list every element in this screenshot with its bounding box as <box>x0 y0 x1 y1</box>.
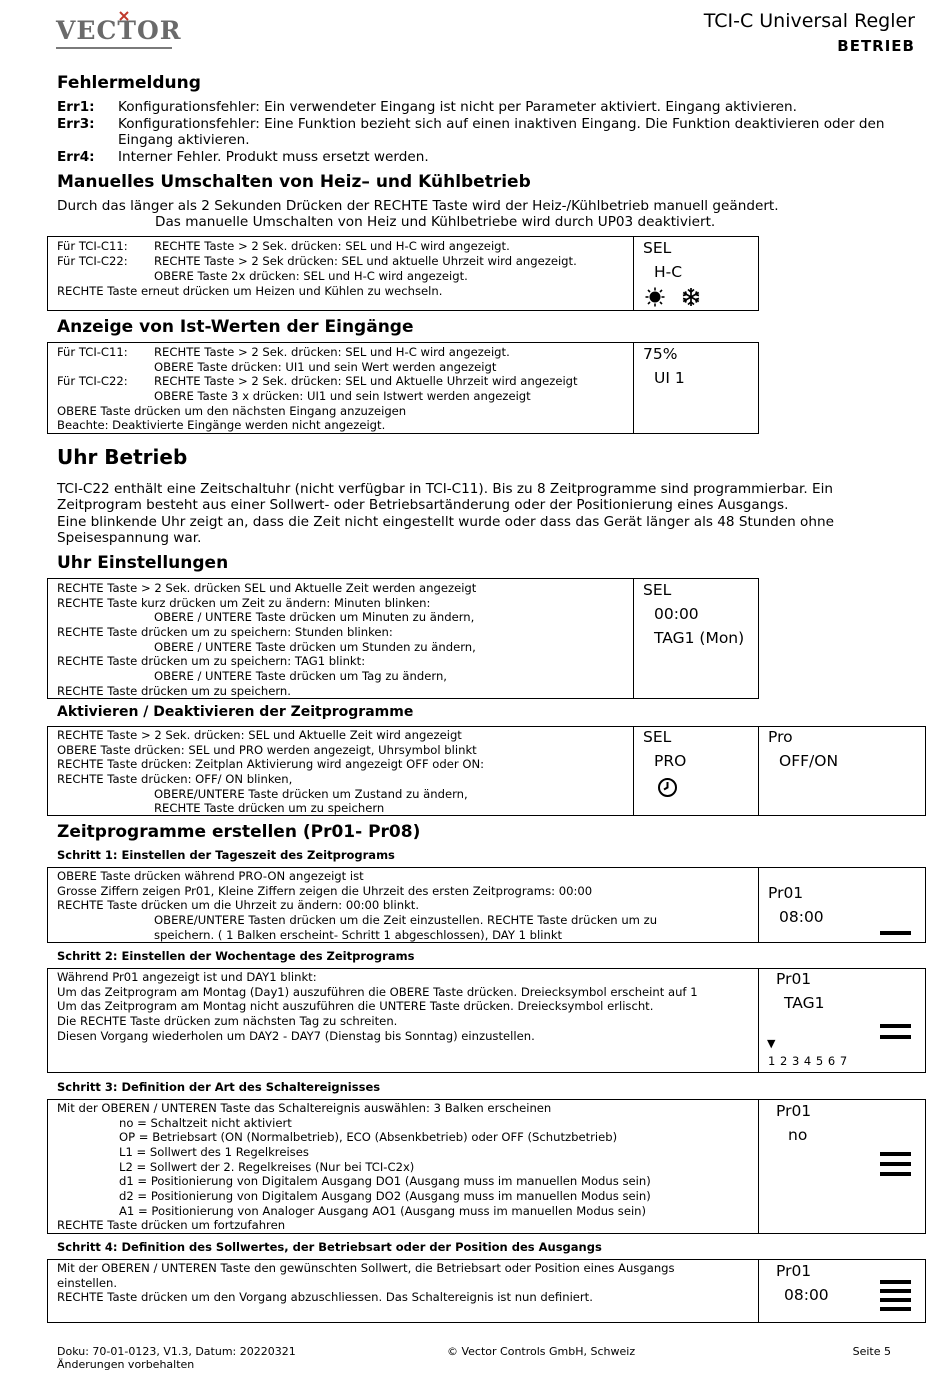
column-divider <box>633 343 634 433</box>
s3-line-7: d2 = Positionierung von Digitalem Ausgang DO2 (Ausgang muss im manuellen Modus sein) <box>119 1189 651 1203</box>
anzeige-table <box>47 342 759 434</box>
column-divider <box>633 727 634 815</box>
aktiv-line-2: OBERE Taste drücken: SEL und PRO werden angezeigt, Uhrsymbol blinkt <box>57 743 477 757</box>
bar <box>880 1162 911 1166</box>
err3-text-1: Konfigurationsfehler: Eine Funktion bezieht sich auf einen inaktiven Eingang. Die Funktion deaktivieren oder den <box>118 116 885 132</box>
logo-cross-icon <box>118 10 130 22</box>
display-pro-label: Pro <box>768 728 793 746</box>
sun-icon <box>645 287 665 307</box>
footer-copyright: © Vector Controls GmbH, Schweiz <box>447 1345 636 1358</box>
anzeige-line-4: OBERE Taste 3 x drücken: UI1 und sein Istwert werden angezeigt <box>154 389 531 403</box>
display-time: 08:00 <box>784 1286 829 1304</box>
bar <box>880 1035 911 1039</box>
column-divider <box>758 1260 759 1322</box>
bar <box>880 1289 911 1293</box>
vector-logo <box>56 16 182 50</box>
display-sel: SEL <box>643 581 672 599</box>
anzeige-line-1-label: Für TCI-C11: <box>57 345 128 359</box>
display-pr01: Pr01 <box>768 884 804 902</box>
manuell-line-2-label: Für TCI-C22: <box>57 254 128 268</box>
section-heading-manuell: Manuelles Umschalten von Heiz– und Kühlbetrieb <box>57 172 531 192</box>
section-heading-uhr-betrieb: Uhr Betrieb <box>57 445 188 469</box>
column-divider <box>758 868 759 942</box>
s2-line-2: Um das Zeitprogram am Montag (Day1) auszuführen die OBERE Taste drücken. Dreiecksymbol erscheint auf 1 <box>57 985 698 999</box>
day-triangle-icon: ▼ <box>767 1037 776 1050</box>
display-pro: PRO <box>654 752 687 770</box>
einst-line-6: RECHTE Taste drücken um zu speichern: TAG1 blinkt: <box>57 654 366 668</box>
s1-line-4: OBERE/UNTERE Tasten drücken um die Zeit einzustellen. RECHTE Taste drücken um zu <box>154 913 658 927</box>
manuell-paragraph-1: Durch das länger als 2 Sekunden Drücken der RECHTE Taste wird der Heiz-/Kühlbetrieb manuell geändert. <box>57 198 779 214</box>
s1-line-3: RECHTE Taste drücken um die Uhrzeit zu ändern: 00:00 blinkt. <box>57 898 420 912</box>
s4-line-3: RECHTE Taste drücken um den Vorgang abzuschliessen. Das Schaltereignis ist nun definiert. <box>57 1290 593 1304</box>
aktivieren-table <box>47 726 926 816</box>
s2-line-4: Die RECHTE Taste drücken zum nächsten Tag zu schreiten. <box>57 1014 398 1028</box>
logo-text: VECTOR <box>56 16 182 45</box>
snowflake-icon <box>681 287 701 307</box>
anzeige-line-3-label: Für TCI-C22: <box>57 374 128 388</box>
s3-line-5: L2 = Sollwert der 2. Regelkreises (Nur bei TCI-C2x) <box>119 1160 415 1174</box>
einst-line-8: RECHTE Taste drücken um zu speichern. <box>57 684 291 698</box>
s3-line-8: A1 = Positionierung von Analoger Ausgang AO1 (Ausgang muss im manuellen Modus sein) <box>119 1204 647 1218</box>
footer-doku: Doku: 70-01-0123, V1.3, Datum: 20220321 <box>57 1345 296 1358</box>
anzeige-line-2: OBERE Taste drücken: UI1 und sein Wert werden angezeigt <box>154 360 497 374</box>
display-hc: H-C <box>654 263 683 281</box>
einst-line-7: OBERE / UNTERE Taste drücken um Tag zu ändern, <box>154 669 447 683</box>
display-value: 75% <box>643 345 678 363</box>
display-sel: SEL <box>643 239 672 257</box>
display-pr01: Pr01 <box>776 1262 812 1280</box>
section-heading-aktivieren: Aktivieren / Deaktivieren der Zeitprogramme <box>57 704 414 720</box>
display-no: no <box>788 1126 808 1144</box>
s4-line-2: einstellen. <box>57 1276 118 1290</box>
err1-code: Err1: <box>57 99 95 115</box>
anzeige-line-1: RECHTE Taste > 2 Sek. drücken: SEL und H-C wird angezeigt. <box>154 345 510 359</box>
err1-text: Konfigurationsfehler: Ein verwendeter Eingang ist nicht per Parameter aktiviert. Eingang aktivieren. <box>118 99 797 115</box>
bar <box>880 1172 911 1176</box>
aktiv-line-5: OBERE/UNTERE Taste drücken um Zustand zu ändern, <box>154 787 468 801</box>
s2-line-5: Diesen Vorgang wiederholen um DAY2 - DAY7 (Dienstag bis Sonntag) einzustellen. <box>57 1029 535 1043</box>
s3-line-6: d1 = Positionierung von Digitalem Ausgang DO1 (Ausgang muss im manuellen Modus sein) <box>119 1174 651 1188</box>
anzeige-line-3: RECHTE Taste > 2 Sek. drücken: SEL und Aktuelle Uhrzeit wird angezeigt <box>154 374 578 388</box>
s1-line-2: Grosse Ziffern zeigen Pr01, Kleine Ziffern zeigen die Uhrzeit des ersten Zeitprograms: 00:00 <box>57 884 593 898</box>
section-heading-uhr-einstellungen: Uhr Einstellungen <box>57 553 229 573</box>
display-ui1: UI 1 <box>654 369 685 387</box>
section-heading-anzeige: Anzeige von Ist-Werten der Eingänge <box>57 317 414 337</box>
clock-icon <box>657 777 678 798</box>
display-day: TAG1 (Mon) <box>654 629 745 647</box>
aktiv-line-4: RECHTE Taste drücken: OFF/ ON blinken, <box>57 772 293 786</box>
anzeige-line-5: OBERE Taste drücken um den nächsten Eingang anzuzeigen <box>57 404 407 418</box>
s3-line-2: no = Schaltzeit nicht aktiviert <box>119 1116 292 1130</box>
manuell-paragraph-2: Das manuelle Umschalten von Heiz und Kühlbetriebe wird durch UP03 deaktiviert. <box>155 214 716 230</box>
manuell-line-1-label: Für TCI-C11: <box>57 239 128 253</box>
step-3-table <box>47 1099 926 1234</box>
weekday-numbers: 1 2 3 4 5 6 7 <box>768 1054 848 1068</box>
err4-code: Err4: <box>57 149 95 165</box>
display-pr01: Pr01 <box>776 1102 812 1120</box>
step-1-table <box>47 867 926 943</box>
bar <box>880 1024 911 1028</box>
section-heading-fehlermeldung: Fehlermeldung <box>57 73 201 93</box>
logo-underline <box>56 47 172 49</box>
s2-line-3: Um das Zeitprogram am Montag nicht auszuführen die UNTERE Taste drücken. Dreiecksymbol erlischt. <box>57 999 654 1013</box>
manuell-line-4: RECHTE Taste erneut drücken um Heizen und Kühlen zu wechseln. <box>57 284 443 298</box>
err3-text-2: Eingang aktivieren. <box>118 132 250 148</box>
display-tag1: TAG1 <box>784 994 825 1012</box>
column-divider <box>758 727 759 815</box>
manuell-table <box>47 236 759 311</box>
aktiv-line-1: RECHTE Taste > 2 Sek. drücken: SEL und Aktuelle Zeit wird angezeigt <box>57 728 462 742</box>
s3-line-4: L1 = Sollwert des 1 Regelkreises <box>119 1145 309 1159</box>
einst-line-3: OBERE / UNTERE Taste drücken um Minuten zu ändern, <box>154 610 475 624</box>
uhr-paragraph-2: Zeitprogram besteht aus einer Sollwert- oder Betriebsartänderung oder der Positionierung eines Ausgangs. <box>57 497 789 513</box>
step-4-heading: Schritt 4: Definition des Sollwertes, der Betriebsart oder der Position des Ausgangs <box>57 1240 602 1254</box>
footer-page-number: Seite 5 <box>852 1345 891 1358</box>
aktiv-line-3: RECHTE Taste drücken: Zeitplan Aktivierung wird angezeigt OFF oder ON: <box>57 757 485 771</box>
display-time: 00:00 <box>654 605 699 623</box>
anzeige-line-6: Beachte: Deaktivierte Eingänge werden nicht angezeigt. <box>57 418 386 432</box>
manuell-line-2: RECHTE Taste > 2 Sek drücken: SEL und aktuelle Uhrzeit wird angezeigt. <box>154 254 577 268</box>
column-divider <box>758 969 759 1072</box>
bar <box>880 1298 911 1302</box>
column-divider <box>633 579 634 698</box>
step-4-table <box>47 1259 926 1323</box>
err3-code: Err3: <box>57 116 95 132</box>
uhr-paragraph-3: Eine blinkende Uhr zeigt an, dass die Zeit nicht eingestellt wurde oder dass das Gerät länger als 48 Stunden ohne <box>57 514 834 530</box>
step-2-table <box>47 968 926 1073</box>
display-pr01: Pr01 <box>776 970 812 988</box>
aktiv-line-6: RECHTE Taste drücken um zu speichern <box>154 801 385 815</box>
einst-line-1: RECHTE Taste > 2 Sek. drücken SEL und Aktuelle Zeit werden angezeigt <box>57 581 477 595</box>
bar <box>880 1307 911 1311</box>
uhr-paragraph-4: Speisespannung war. <box>57 530 202 546</box>
step-2-heading: Schritt 2: Einstellen der Wochentage des Zeitprograms <box>57 949 415 963</box>
s3-line-1: Mit der OBEREN / UNTEREN Taste das Schaltereignis auswählen: 3 Balken erscheinen <box>57 1101 552 1115</box>
column-divider <box>633 237 634 310</box>
display-off-on: OFF/ON <box>779 752 839 770</box>
err4-text: Interner Fehler. Produkt muss ersetzt werden. <box>118 149 429 165</box>
uhr-paragraph-1: TCI-C22 enthält eine Zeitschaltuhr (nicht verfügbar in TCI-C11). Bis zu 8 Zeitprogramme sind programmierbar. Ein <box>57 481 833 497</box>
einst-line-5: OBERE / UNTERE Taste drücken um Stunden zu ändern, <box>154 640 476 654</box>
step-3-heading: Schritt 3: Definition der Art des Schaltereignisses <box>57 1080 381 1094</box>
column-divider <box>758 1100 759 1233</box>
einst-line-2: RECHTE Taste kurz drücken um Zeit zu ändern: Minuten blinken: <box>57 596 431 610</box>
s4-line-1: Mit der OBEREN / UNTEREN Taste den gewünschten Sollwert, die Betriebsart oder Position eines Ausgangs <box>57 1261 675 1275</box>
s2-line-1: Während Pr01 angezeigt ist und DAY1 blinkt: <box>57 970 317 984</box>
einst-line-4: RECHTE Taste drücken um zu speichern: Stunden blinken: <box>57 625 393 639</box>
s1-line-1: OBERE Taste drücken während PRO-ON angezeigt ist <box>57 869 364 883</box>
manuell-line-1: RECHTE Taste > 2 Sek. drücken: SEL und H-C wird angezeigt. <box>154 239 510 253</box>
bar <box>880 931 911 935</box>
section-heading-zeitprogramme: Zeitprogramme erstellen (Pr01- Pr08) <box>57 822 421 842</box>
step-1-heading: Schritt 1: Einstellen der Tageszeit des Zeitprograms <box>57 848 395 862</box>
display-sel: SEL <box>643 728 672 746</box>
display-time: 08:00 <box>779 908 824 926</box>
bar <box>880 1280 911 1284</box>
bar <box>880 1152 911 1156</box>
manuell-line-3: OBERE Taste 2x drücken: SEL und H-C wird angezeigt. <box>154 269 468 283</box>
einstellungen-table <box>47 578 759 699</box>
document-subtitle: BETRIEB <box>837 37 915 55</box>
footer-changes: Änderungen vorbehalten <box>57 1358 195 1371</box>
s1-line-5: speichern. ( 1 Balken erscheint- Schritt 1 abgeschlossen), DAY 1 blinkt <box>154 928 563 942</box>
s3-line-3: OP = Betriebsart (ON (Normalbetrieb), ECO (Absenkbetrieb) oder OFF (Schutzbetrieb) <box>119 1130 618 1144</box>
s3-line-9: RECHTE Taste drücken um fortzufahren <box>57 1218 286 1232</box>
document-title: TCI-C Universal Regler <box>703 10 915 32</box>
